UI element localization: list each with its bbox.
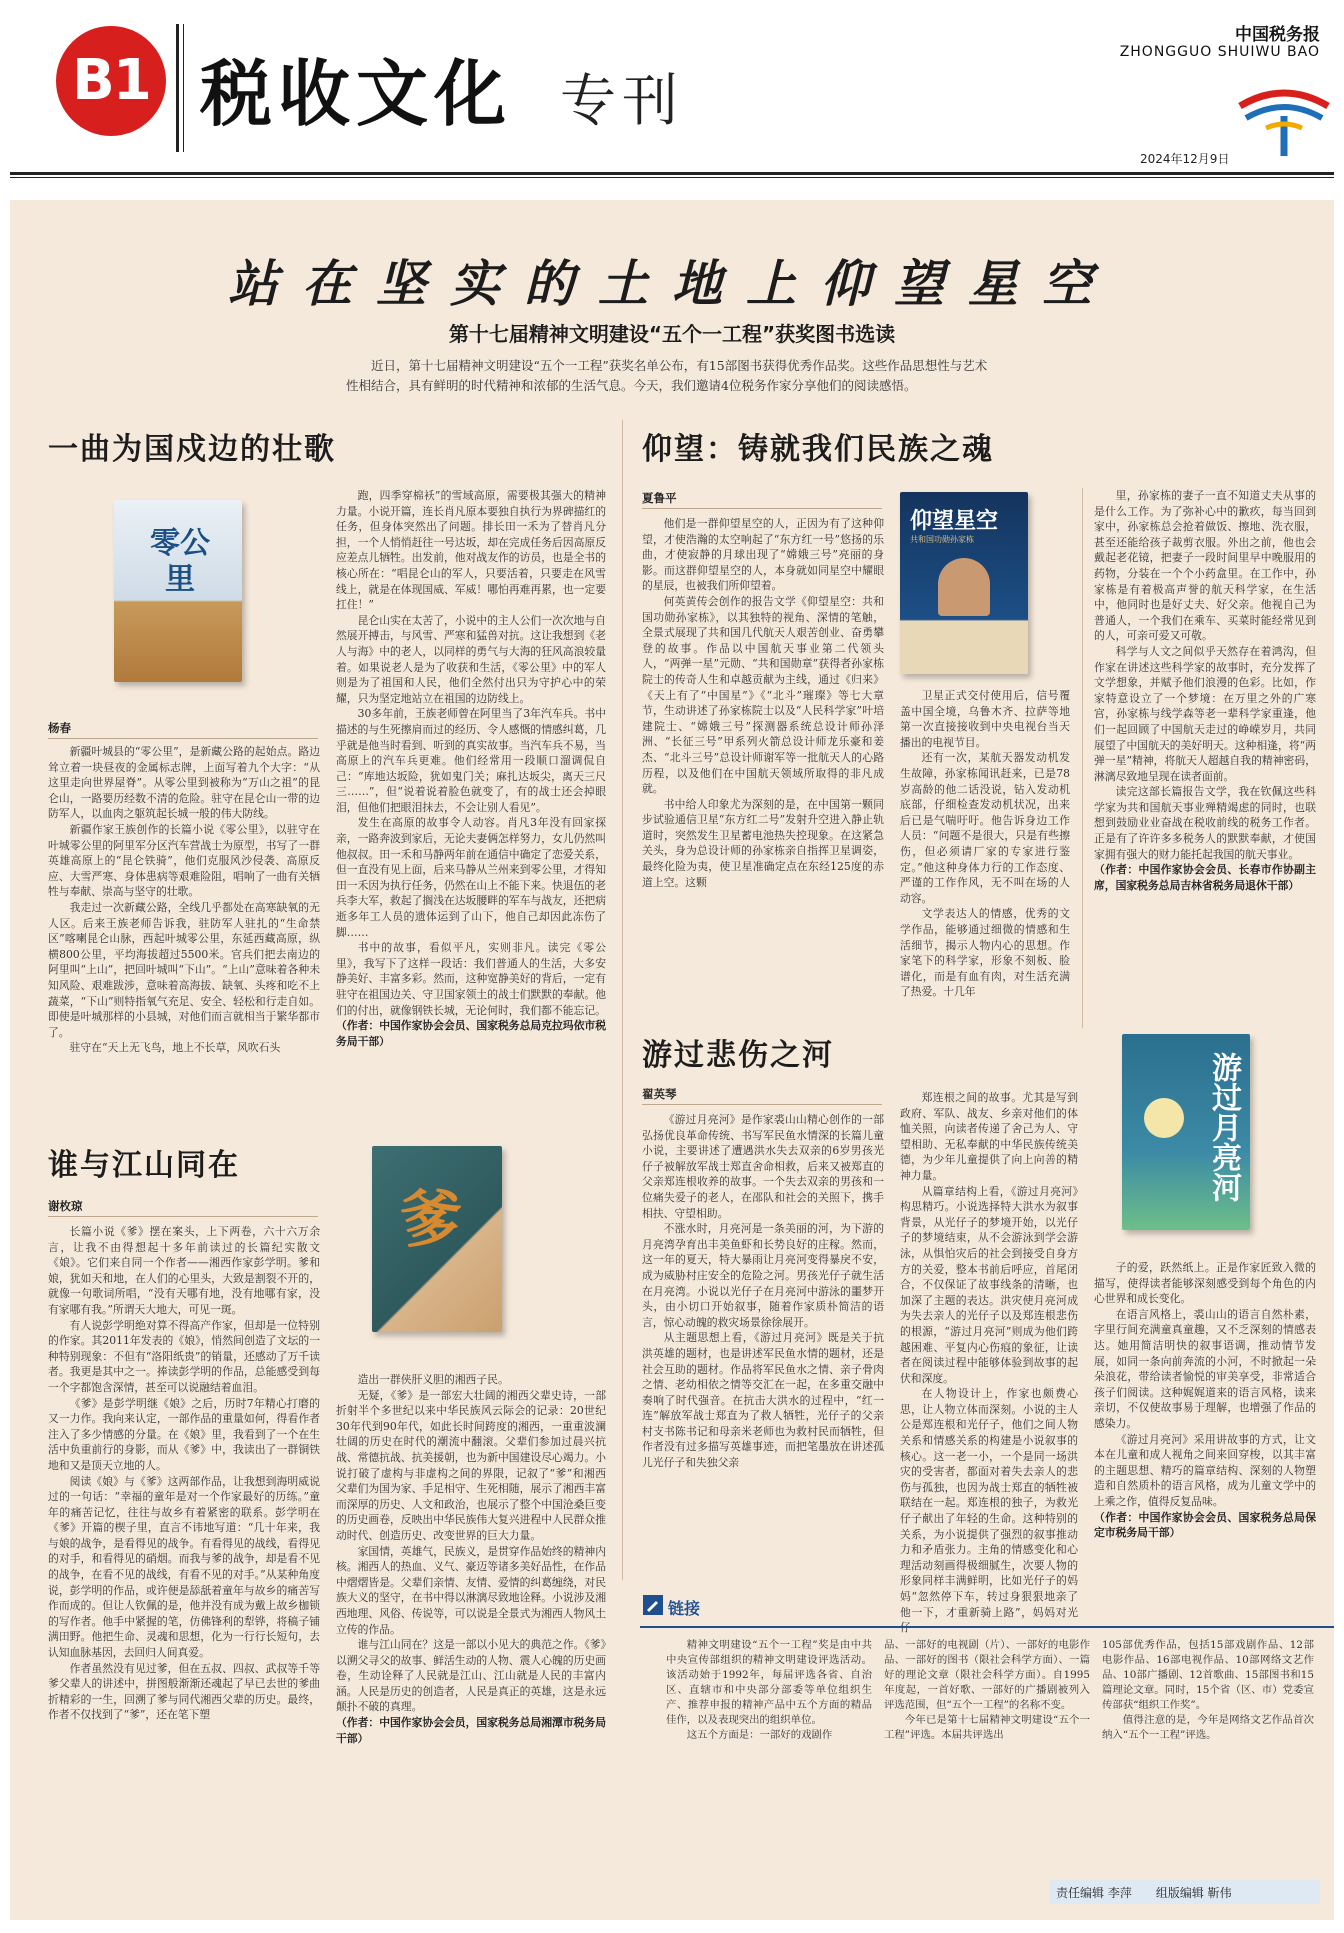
- note-column2: [884, 1638, 1090, 1828]
- masthead-divider: [176, 24, 179, 152]
- paragraph: 品、一部好的电视剧（片）、一部好的电影作品、一部好的图书（限社会科学方面）、一篇好的理论文章（限社会科学方面）。自1995年度起，一首好歌、一部好的广播剧被列入评选范围，但“五个一工程”的名称不变。: [884, 1639, 1090, 1711]
- paragraph: 跑，四季穿棉袄”的雪域高原，需要极其强大的精神力量。小说开篇，连长肖凡原本要独自执行为界碑描红的任务，但身体突然出了问题。排长田一禾为了替肖凡分担，一个人悄悄赶往一号达坂，却在完成任务后因高原反应差点儿牺牲。出发前，他对战友作的访员，也是全书的核心所在：“唱昆仑山的军人，只要活着，只要走在风雪线上，就是在体现国威、军威！哪怕再难再累，也一定要扛住！”: [336, 489, 606, 612]
- article3-column2: [900, 688, 1070, 999]
- masthead-rule: [10, 172, 1334, 175]
- editor-credits: 责任编辑 李萍 组版编辑 靳伟: [1056, 1886, 1232, 1900]
- author-credit: （作者：中国作家协会会员、国家税务总局克拉玛依市税务局干部）: [336, 1019, 606, 1048]
- article4-column3: [1094, 1260, 1316, 1594]
- article3-column1: [642, 516, 884, 1102]
- paragraph: 《游过月亮河》采用讲故事的方式，让文本在儿童和成人视角之间来回穿梭，以其丰富的主题思想、精巧的篇章结构、深刻的人物塑造和自然质朴的语言风格，成为儿童文学中的上乘之作，值得反复品味。: [1094, 1432, 1316, 1508]
- author-rule: [48, 1216, 318, 1217]
- note-rule: [640, 1626, 1334, 1628]
- paragraph: 长篇小说《爹》摆在案头，上下两卷，六十六万余言，让我不由得想起十多年前读过的长篇纪实散文《娘》。它们来自同一个作者——湘西作家彭学明。爹和娘，犹如天和地，在人们的心里头，大致是割裂不开的，就像一句歌词所唱，“没有天哪有地，没有地哪有家，没有家哪有我。”所谓天大地大，可见一斑。: [48, 1225, 320, 1316]
- author-rule: [48, 738, 318, 739]
- paragraph: 今年已是第十七届精神文明建设“五个一工程”评选。本届共评选出: [884, 1714, 1090, 1741]
- pencil-icon: [642, 1594, 664, 1616]
- article4-column1: [642, 1112, 884, 1594]
- paragraph: 阅读《娘》与《爹》这两部作品，让我想到海明威说过的一句话：“幸福的童年是对一个作家最好的历练。”童年的痛苦记忆，往往与故乡有着紧密的联系。彭学明在《爹》开篇的楔子里，直言不讳地写道：“几十年来，我与娘的战争，是看得见的战争。有看得见的战线，看得见的对手，和看得见的硝烟。而我与爹的战争，却是看不见的战争，在看不见的战线，有看不见的对手。”从某种角度说，彭学明的作品，或许便是舔舐着童年与故乡的痛苦写作而成的。但让人钦佩的是，他并没有成为戴上故乡枷锁的写作者。他手中紧握的笔，仿佛锋利的犁铧，将稿子铺满田野。他把生命、灵魂和思想，化为一行行长短句，去认知血脉基因，去回归人间真爱。: [48, 1474, 320, 1660]
- issue-date: 2024年12月9日: [1140, 152, 1230, 166]
- book-cover-爹: [372, 1146, 502, 1332]
- paragraph: 在语言风格上，裘山山的语言自然朴素，字里行间充满童真童趣，又不乏深刻的情感表达。她用简洁明快的叙事语调，推动情节发展，如同一条向前奔流的小河，不时掀起一朵朵浪花，带给读者愉悦的审美享受，非常适合孩子们阅读。这种娓娓道来的语言风格，读来亲切，不仅使故事易于理解，也增强了作品的感染力。: [1094, 1307, 1316, 1430]
- paragraph: 里，孙家栋的妻子一直不知道丈夫从事的是什么工作。为了弥补心中的歉疚，每当回到家中，孙家栋总会抢着做饭、擦地、洗衣服，甚至还能给孩子裁剪衣服。外出之前，他也会戴起老花镜，把妻子一段时间里早中晚服用的药物，分装在一个个小药盒里。在工作中，孙家栋是有着极高声誉的航天科学家，在生活中，他同时也是好丈夫、好父亲。他视自己为普通人，一个我们在乘车、买菜时能经常见到的人，可亲可爱又可敬。: [1094, 489, 1316, 643]
- article2-title: 谁与江山同在: [48, 1148, 240, 1183]
- book-cover-游过月亮河: [1122, 1034, 1250, 1230]
- article2-author: 谢枚琼: [48, 1199, 83, 1213]
- tax-logo-icon: [1236, 66, 1332, 162]
- paragraph: 105部优秀作品，包括15部戏剧作品、12部电影作品、16部电视作品、10部网络文艺作品、10部广播剧、12首歌曲、15部图书和15篇理论文章。同时，15个省（区、市）党委宣传部获“组织工作奖”。: [1102, 1639, 1314, 1711]
- article1-column2: [336, 488, 606, 1098]
- book-cover-title: 游过月亮河: [1206, 1052, 1241, 1202]
- note-column1: [666, 1638, 872, 1828]
- paragraph: 无疑，《爹》是一部宏大壮阔的湘西父辈史诗，一部折射半个多世纪以来中华民族风云际会的记录：20世纪30年代到90年代，如此长时间跨度的湘西，一重重波澜壮阔的历史在时代的潮流中翻滚。父辈们参加过晨兴抗战、常德抗战、抗美援朝，也为新中国建设尽心竭力。小说打破了虚构与非虚构之间的界限，记叙了“爹”和湘西父辈们为国为家、手足相守、生死相随，展示了湘西丰富而深厚的历史、人文和政治，也展示了整个中国沧桑巨变的历史画卷，反映出中华民族伟大复兴进程中人民群众推动时代、创造历史、改变世界的巨大力量。: [336, 1388, 606, 1542]
- portrait-image: [938, 558, 990, 616]
- paper-pinyin: ZHONGGUO SHUIWU BAO: [1119, 44, 1320, 60]
- paragraph: 书中给人印象尤为深刻的是，在中国第一颗同步试验通信卫星“东方红二号”发射升空进入静止轨道时，突然发生卫星蓄电池热失控现象。在这紧急关头，身为总设计师的孙家栋亲自指挥卫星调姿，最终化险为夷，使卫星准确定点在东经125度的赤道上空。这颗: [642, 797, 884, 889]
- paragraph: 家国情，英雄气，民族义，是贯穿作品始终的精神内核。湘西人的热血、义气、豪迈等诸多美好品性，在作品中熠熠皆是。父辈们亲情、友情、爱情的纠葛缠绕，对民族大义的坚守，在书中得以淋漓尽致地诠释。小说涉及湘西地理、风俗、传说等，可以说是全景式为湘西人物风土立传的作品。: [336, 1544, 606, 1636]
- author-credit: （作者：中国作家协会会员，国家税务总局湘潭市税务局干部）: [336, 1716, 606, 1745]
- article1-title: 一曲为国戍边的壮歌: [48, 432, 336, 467]
- feature-title: 站在坚实的土地上仰望星空: [228, 254, 1116, 313]
- paragraph: 我走过一次新藏公路，全线几乎都处在高寒缺氧的无人区。后来王族老师告诉我，驻防军人驻扎的“生命禁区”喀喇昆仑山脉，西起叶城零公里，东延西藏高原，纵横800公里，平均海拔超过5500米。官兵们把去南边的阿里叫“上山”，把回叶城叫“下山”。“上山”意味着各种未知风险、艰难跋涉，意味着高海拔、缺氧、头疼和吃不上蔬菜，“下山”则特指氧气充足、安全、轻松和行走自如。即使是叶城那样的小县城，对他们而言就相当于繁华都市了。: [48, 900, 320, 1039]
- book-cover-仰望星空: [900, 492, 1028, 674]
- paragraph: 卫星正式交付使用后，信号覆盖中国全境，乌鲁木齐、拉萨等地第一次直接接收到中央电视台当天播出的电视节目。: [900, 689, 1070, 749]
- paragraph: 书中的故事，看似平凡，实则非凡。读完《零公里》，我写下了这样一段话：我们普通人的生活，大多安静美好、丰富多彩。然而，这种宽静美好的背后，一定有驻守在祖国边关、守卫国家领土的战士们默默的奉献。他们的付出，就像钢铁长城，无论何时，我们都不能忘记。: [336, 941, 606, 1017]
- paragraph: 郑连根之间的故事。尤其是写到政府、军队、战友、乡亲对他们的体恤关照，向读者传递了舍己为人、守望相助、无私奉献的中华民族传统美德，为少年儿童提供了向上向善的精神力量。: [900, 1091, 1078, 1182]
- book-cover-title: 爹: [400, 1183, 463, 1256]
- note-tag: 链接: [668, 1599, 701, 1618]
- article4-author: 翟英琴: [642, 1087, 677, 1101]
- article2-column1: [48, 1224, 320, 1840]
- book-cover-零公里: [114, 500, 242, 682]
- feature-intro: 近日，第十七届精神文明建设“五个一工程”获奖名单公布，有15部图书获得优秀作品奖。这些作品思想性与艺术性相结合，具有鲜明的时代精神和浓郁的生活气息。今天，我们邀请4位税务作家分享他们的阅读感悟。: [346, 358, 988, 393]
- article4-column2: [900, 1090, 1078, 1619]
- book-cover-subtitle: 共和国功勋孙家栋: [910, 535, 974, 544]
- paper-name: 中国税务报: [1235, 25, 1320, 45]
- paragraph: 何英黄传会创作的报告文学《仰望星空：共和国功勋孙家栋》，以其独特的视角、深情的笔触，全景式展现了共和国几代航天人艰苦创业、奋勇攀登的故事。作品以中国航天事业第二代领头人，“两弹一星”元勋、“共和国勋章”获得者孙家栋院士的传奇人生和卓越贡献为主线，通过《归来》《天上有了“中国星”》《“北斗”璀璨》等七大章节，生动讲述了孙家栋院士以及“人民科学家”叶培建院士、“嫦娥三号”探测器系统总设计师孙泽洲、“长征三号”甲系列火箭总设计师龙乐豪和姜杰、“北斗三号”总设计师谢军等一批航天人的心路历程，以及他们在中国航天领域所取得的非凡成就。: [642, 594, 884, 796]
- paragraph: 作者虽然没有见过爹，但在五叔、四叔、武叔等千等爹父辈人的讲述中，拼图般渐渐还魂起了早已去世的爹曲折精彩的一生，回溯了爹与同代湘西父辈的历史。最终，作者不仅找到了“爹”，还在笔下塑: [48, 1661, 320, 1722]
- paragraph: 有人说彭学明绝对算不得高产作家，但却是一位特别的作家。其2011年发表的《娘》，悄然间创造了文坛的一种特别现象：不但有“洛阳纸贵”的销量，还感动了万千读者。我更是其中之一。捧读彭学明的作品，总能感受到每一个字都饱含深情，甚至可以说融结着血泪。: [48, 1318, 320, 1394]
- author-rule: [642, 508, 882, 509]
- paragraph: 子的爱，跃然纸上。正是作家匠致入微的描写，使得读者能够深刻感受到每个角色的内心世界和成长变化。: [1094, 1261, 1316, 1306]
- feature-subtitle: 第十七届精神文明建设“五个一工程”获奖图书选读: [448, 322, 896, 346]
- column-divider: [1082, 488, 1083, 1028]
- paragraph: 造出一群侠肝义胆的湘西子民。: [357, 1373, 509, 1386]
- article1-column1: [48, 744, 320, 1084]
- paragraph: 值得注意的是，今年是网络文艺作品首次纳入“五个一工程”评选。: [1102, 1714, 1314, 1741]
- paragraph: 他们是一群仰望星空的人，正因为有了这种仰望，才使浩瀚的太空响起了“东方红一号”悠扬的乐曲，才使寂静的月球出现了“嫦娥三号”亮丽的身影。而这群仰望星空的人，本身就如同星空中耀眼的星辰，也被我们所仰望着。: [642, 517, 884, 593]
- paragraph: 科学与人文之间似乎天然存在着鸿沟，但作家在讲述这些科学家的故事时，充分发挥了文学想象，并赋予他们浪漫的色彩。比如，作家特意设立了一个梦境：在万里之外的广寒宫，孙家栋与线学森等老一辈科学家重逢，他们一起回顾了中国航天走过的峥嵘岁月，共同展望了中国航天的美好明天。这种相逢，将“两弹一星”精神，将航天人超越自我的精神密码，淋漓尽致地呈现在读者面前。: [1094, 644, 1316, 783]
- section-subtitle: 专刊: [560, 69, 684, 134]
- column-divider: [622, 420, 623, 1580]
- author-credit: （作者：中国作家协会会员、国家税务总局保定市税务局干部）: [1094, 1510, 1316, 1540]
- book-cover-title: 仰望星空: [910, 509, 999, 534]
- article3-title: 仰望：铸就我们民族之魂: [642, 432, 994, 467]
- paragraph: 文学表达人的情感，优秀的文学作品，能够通过细微的情感和生活细节，揭示人物内心的思想。作家笔下的科学家，形象不刻板、脸谱化，而是有血有肉，对生活充满了热爱。十几年: [900, 907, 1070, 999]
- paragraph: 从篇章结构上看，《游过月亮河》构思精巧。小说选择特大洪水为叙事背景，从光仔子的梦境开始，以光仔子的梦境结束，从不会游泳到学会游泳，从惧怕灾后的社会到接受自身方方的关爱，整本书前后呼应，首尾闭合，不仅保证了故事线条的清晰，也加深了主题的表达。洪灾使月亮河成为失去亲人的光仔子以及郑连根悲伤的根源，“游过月亮河”则成为他们跨越困难、平复内心伤痕的象征，让读者在阅读过程中能够体验到故事的起伏和深度。: [900, 1184, 1078, 1385]
- section-title: 税收文化: [200, 52, 513, 136]
- paragraph: 昆仑山实在太苦了，小说中的主人公们一次次地与自然展开搏击，与风雪、严寒和猛兽对抗。这让我想到《老人与海》中的老人，以同样的勇气与大海的狂风高浪较量着。如果说老人是为了收获和生活，《零公里》中的军人则是为了祖国和人民，他们全然付出只为守护心中的荣耀，只为坚定地站立在祖国的边防线上。: [336, 613, 606, 705]
- note-column3: [1102, 1638, 1314, 1828]
- moon-icon: [1144, 1098, 1184, 1138]
- page-badge: B1: [56, 26, 166, 136]
- masthead-rule-thin: [10, 177, 1334, 178]
- paragraph: 读完这部长篇报告文学，我在钦佩这些科学家为共和国航天事业殚精竭虑的同时，也联想到鼓励业业奋战在税收前线的税务工作者。正是有了许许多多税务人的默默奉献，才使国家拥有强大的财力能托起我国的航天事业。: [1094, 785, 1316, 861]
- paragraph: 这五个方面是：一部好的戏剧作: [686, 1729, 833, 1741]
- masthead-divider-thin: [183, 24, 184, 152]
- paragraph: 驻守在“天上无飞鸟，地上不长草，风吹石头: [69, 1041, 281, 1055]
- author-rule: [642, 1104, 882, 1105]
- article2-column2: [336, 1372, 606, 1842]
- article3-column3: [1094, 488, 1316, 1028]
- paragraph: 《爹》是彭学明继《娘》之后，历时7年精心打磨的又一力作。我向来认定，一部作品的重量如何，得看作者注入了多少情感的分量。在《娘》里，我看到了一个在生活中负重前行的身影，而从《爹》中，我读出了一群铜铁地和又是顶天立地的人。: [48, 1396, 320, 1472]
- paragraph: 精神文明建设“五个一工程”奖是由中共中央宣传部组织的精神文明建设评选活动。该活动始于1992年，每届评选各省、自治区、直辖市和中央部分部委等单位组织生产、推荐申报的精神产品中五个方面的精品佳作，以及表现突出的组织单位。: [666, 1639, 872, 1726]
- paragraph: 谁与江山同在？这是一部以小见大的典范之作。《爹》以溯父寻父的故事、鲜活生动的人物、震人心魄的历史画卷，生动诠释了人民就是江山、江山就是人民的丰富内涵。人民是历史的创造者，人民是真正的英雄，这是永远颠扑不破的真理。: [336, 1638, 606, 1714]
- paragraph: 新疆作家王族创作的长篇小说《零公里》，以驻守在叶城零公里的阿里军分区汽车营战士为原型，书写了一群英雄高原上的“昆仑铁骑”，他们克服风沙侵袭、高原反应、大雪严寒、身体患病等艰难险阻，唱响了一曲有关牺牲与奉献、崇高与坚守的壮歌。: [48, 822, 320, 899]
- paragraph: 在人物设计上，作家也颇费心思，让人物立体而深刻。小说的主人公是郑连根和光仔子，他们之间人物关系和情感关系的构建是小说叙事的核心。这一老一小，一个是同一场洪灾的受害者，都面对着失去亲人的悲伤与孤独，也因为战士郑直的牺牲被联结在一起。郑连根的独子，为救光仔子献出了年轻的生命。这种特别的关系，为小说提供了强烈的叙事推动力和矛盾张力。主角的情感变化和心理活动刻画得极细腻生，次要人物的形象同样丰满鲜明，比如光仔子的妈妈“忽然停下车，转过身狠狠地亲了他一下，才重新骑上路”，妈妈对光: [900, 1387, 1078, 1619]
- paragraph: 《游过月亮河》是作家裘山山精心创作的一部弘扬优良革命传统、书写军民鱼水情深的长篇儿童小说，主要讲述了遭遇洪水失去双亲的6岁男孩光仔子被解放军战士郑直舍命相救，后来又被郑直的父亲郑连根收养的故事。一个失去双亲的男孩和一位痛失爱子的老人，在邵队和社会的关照下，携手相扶、守望相助。: [642, 1113, 884, 1220]
- paragraph: 新疆叶城县的“零公里”，是新藏公路的起始点。路边耸立着一块昼夜的金属标志牌，上面写着九个大字：“从这里走向世界屋脊”。从零公里到被称为“万山之祖”的昆仑山，一路要历经数不清的危险。驻守在昆仑山一带的边防军人，以血肉之躯筑起长城一般的伟大防线。: [48, 745, 320, 821]
- article3-author: 夏鲁平: [642, 491, 677, 505]
- paragraph: 还有一次，某航天器发动机发生故障，孙家栋闻讯赶来，已是78岁高龄的他二话没说，钻入发动机底部，仔细检查发动机状况，出来后已是气喘吁吁。他告诉身边工作人员：“问题不是很大，只是有些擦伤，但必须请厂家的专家进行鉴定。”他这种身体力行的工作态度、严谨的工作作风，无不叫在场的人动容。: [900, 751, 1070, 905]
- paragraph: 从主题思想上看，《游过月亮河》既是关于抗洪英雄的题材，也是讲述军民鱼水情的题材，还是社会互助的题材。作品将军民鱼水之情、亲子骨肉之情、老幼相依之情等交汇在一起，在多重交融中奏响了时代强音。在抗击大洪水的过程中，“红一连”解放军战士郑直为了救人牺牲，光仔子的父亲村支书陈书记和母亲米老师也为救村民而牺牲，但作者没有过多描写英雄事迹，而把笔墨放在讲述孤儿光仔子和失独父亲: [642, 1331, 884, 1470]
- article1-author: 杨春: [48, 721, 71, 735]
- article4-title: 游过悲伤之河: [642, 1038, 834, 1073]
- paragraph: 30多年前，王族老师曾在阿里当了3年汽车兵。书中描述的与生死擦肩而过的经历、令人感慨的情感纠葛，几乎就是他当时看到、听到的真实故事。当汽车兵不易，当高原上的汽车兵更难。他们经常用一段顺口溜调侃自己：“库地达坂险，犹如鬼门关；麻扎达坂尖，离天三尺三……”，但“说着说着脸色就变了，有的战士还会掉眼泪，但他们把眼泪抹去，不会让别人看见”。: [336, 707, 606, 814]
- book-cover-title: 零公里: [150, 526, 210, 597]
- paragraph: 不涨水时，月亮河是一条美丽的河，为下游的月亮湾孕育出丰美鱼虾和长势良好的庄稼。然而，这一年的夏天，特大暴雨让月亮河变得暴戾不安，成为威胁村庄安全的危险之河。男孩光仔子就生活在月亮湾。小说以光仔子在月亮河中游泳的噩梦开头，由小切口开始叙事，随着作家质朴简洁的语言，惊心动魄的救灾场景徐徐展开。: [642, 1222, 884, 1329]
- paragraph: 发生在高原的故事令人动容。肖凡3年没有回家探亲，一路奔波到家后，无论夫妻俩怎样努力，女儿仍然叫他叔叔。田一禾和马静两年前在通信中确定了恋爱关系，但一直没有见上面，后来马静从兰州来到零公里，才得知田一禾因为执行任务，仍然在山上不能下来。快退伍的老兵李大军，救起了搁浅在达坂腰畔的军车与战友，还把病逝多年工人员的遗体运到了山下，他自己却因此冻伤了脚……: [336, 816, 606, 939]
- author-credit: （作者：中国作家协会会员、长春市作协副主席，国家税务总局吉林省税务局退休干部）: [1094, 863, 1316, 892]
